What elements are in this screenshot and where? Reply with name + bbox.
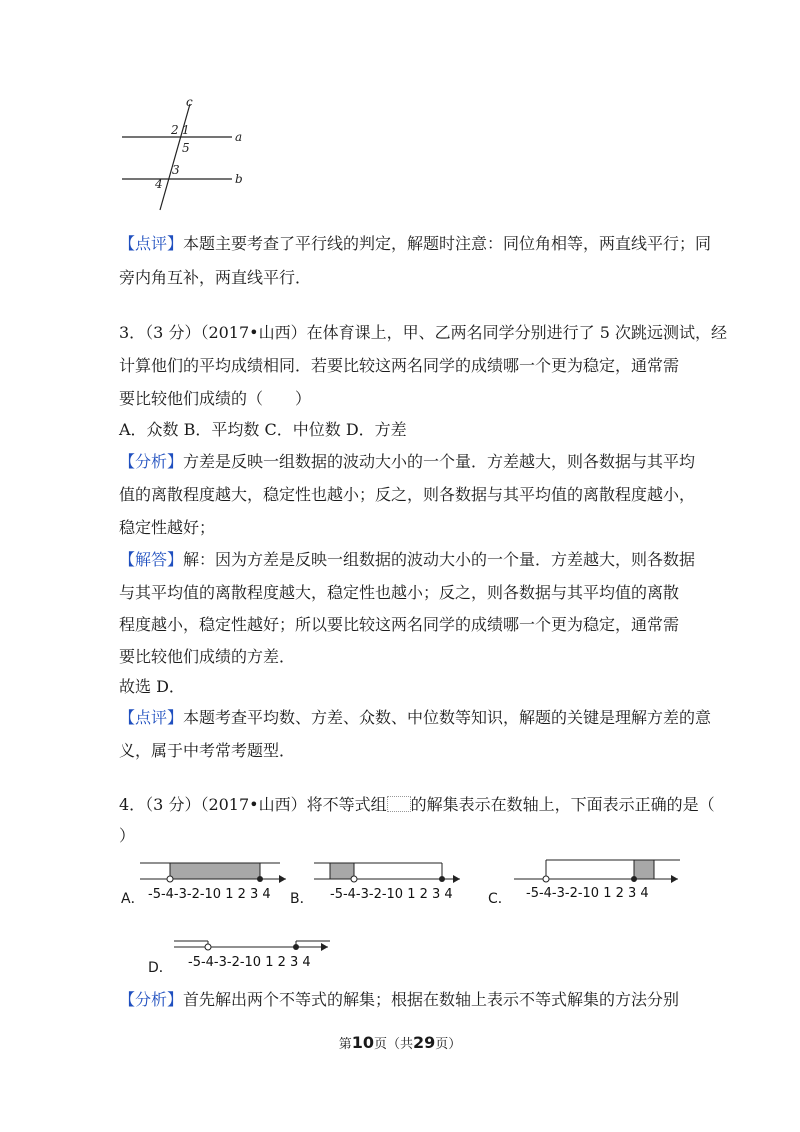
label-c: c xyxy=(186,96,193,109)
q3-analysis-line-2: 值的离散程度越大，稳定性也越小；反之，则各数据与其平均值的离散程度越小， xyxy=(119,485,696,504)
option-b-label: B． xyxy=(290,891,314,907)
tick-labels: -5-4-3-2-10 1 2 3 4 xyxy=(188,955,311,970)
angle-5: 5 xyxy=(182,141,190,155)
number-line-d xyxy=(172,935,332,975)
angle-2: 2 xyxy=(171,123,179,137)
tick-labels: -5-4-3-2-10 1 2 3 4 xyxy=(330,887,453,902)
q3-stem-line-1: 3．（3 分）（2017•山西）在体育课上，甲、乙两名同学分别进行了 5 次跳远测试，经 xyxy=(119,323,727,342)
q3-answer-line-3: 程度越小，稳定性越好；所以要比较这两名同学的成绩哪一个更为稳定，通常需 xyxy=(119,615,680,634)
analysis-tag: 【分析】 xyxy=(119,452,184,471)
q3-comment-line-2: 义，属于中考常考题型． xyxy=(119,741,296,760)
label-a: a xyxy=(235,130,243,144)
number-line-a xyxy=(138,858,290,908)
q3-stem-line-2: 计算他们的平均成绩相同．若要比较这两名同学的成绩哪一个更为稳定，通常需 xyxy=(119,356,680,375)
total-pages: 29 xyxy=(413,1033,436,1052)
q3-comment-line-1: 【点评】本题考查平均数、方差、众数、中位数等知识，解题的关键是理解方差的意 xyxy=(119,708,712,727)
q4-stem-line-2: ） xyxy=(119,826,136,845)
option-c-label: C． xyxy=(488,891,512,907)
number-line-b xyxy=(312,858,464,908)
q3-answer-line-2: 与其平均值的离散程度越大，稳定性也越小；反之，则各数据与其平均值的离散 xyxy=(119,583,680,602)
label-b: b xyxy=(235,172,243,186)
angle-1: 1 xyxy=(182,123,190,137)
analysis-tag: 【分析】 xyxy=(119,990,184,1009)
q3-stem-line-3: 要比较他们成绩的（ ） xyxy=(119,389,312,408)
tick-labels: -5-4-3-2-10 1 2 3 4 xyxy=(526,886,649,901)
angle-4: 4 xyxy=(155,177,163,191)
q3-analysis-line-3: 稳定性越好； xyxy=(119,518,216,537)
q2-comment-line-1: 【点评】本题主要考查了平行线的判定，解题时注意：同位角相等，两直线平行；同 xyxy=(119,234,712,253)
q3-options: A．众数 B．平均数 C．中位数 D．方差 xyxy=(119,420,407,439)
angle-3: 3 xyxy=(172,163,180,177)
option-d-label: D． xyxy=(148,960,173,976)
option-a-label: A． xyxy=(121,891,145,907)
q3-answer-line-1: 【解答】解：因为方差是反映一组数据的波动大小的一个量．方差越大，则各数据 xyxy=(119,550,696,569)
tick-labels: -5-4-3-2-10 1 2 3 4 xyxy=(148,887,271,902)
q4-analysis-line-1: 【分析】首先解出两个不等式的解集；根据在数轴上表示不等式解集的方法分别 xyxy=(119,990,680,1009)
number-line-c xyxy=(512,856,682,906)
comment-tag: 【点评】 xyxy=(119,708,184,727)
inequality-system-image xyxy=(387,796,411,812)
page-footer: 第10页（共29页） xyxy=(338,1033,462,1052)
answer-tag: 【解答】 xyxy=(119,550,184,569)
q3-analysis-line-1: 【分析】方差是反映一组数据的波动大小的一个量．方差越大，则各数据与其平均 xyxy=(119,452,696,471)
q3-choice: 故选 D． xyxy=(119,677,185,696)
page-number: 10 xyxy=(351,1033,374,1052)
q3-answer-line-4: 要比较他们成绩的方差． xyxy=(119,647,296,666)
q4-stem-line-1: 4．（3 分）（2017•山西）将不等式组 的解集表示在数轴上，下面表示正确的是（ xyxy=(119,795,715,814)
q2-comment-line-2: 旁内角互补，两直线平行． xyxy=(119,268,312,287)
parallel-lines-figure xyxy=(118,96,258,214)
comment-tag: 【点评】 xyxy=(119,234,184,253)
